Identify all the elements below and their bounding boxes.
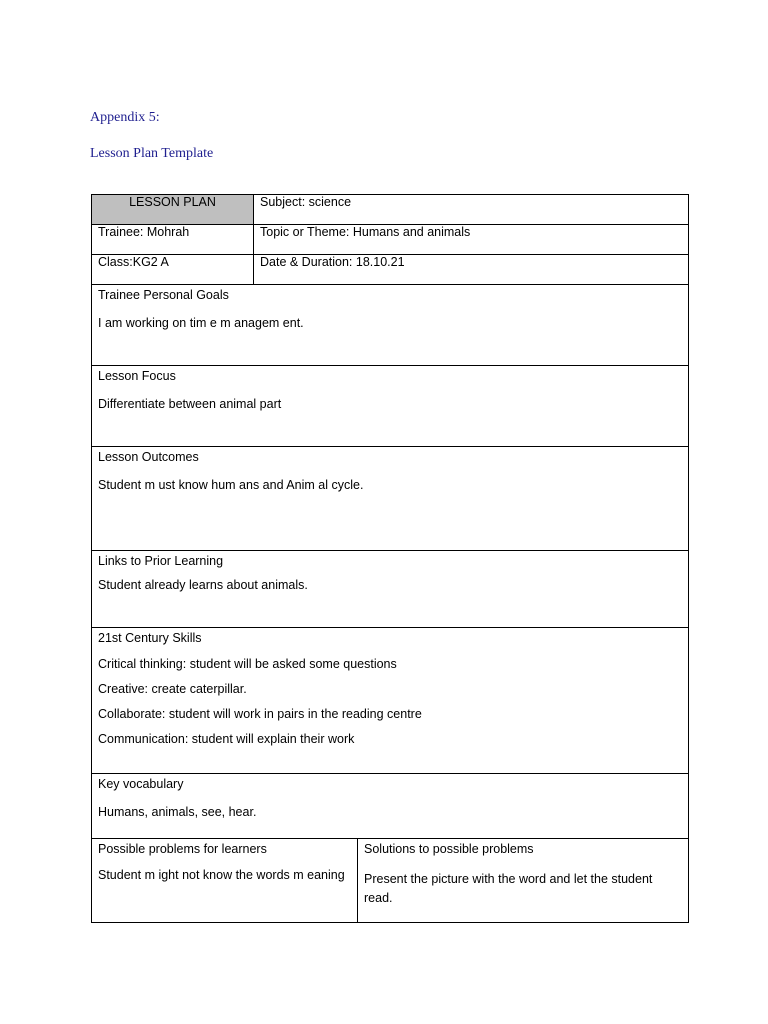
prior-learning-cell [92,551,689,628]
solutions-cell [358,839,689,923]
table-row [92,628,689,774]
table-row [92,551,689,628]
personal-goals-body: I am working on tim e m anagem ent. [98,316,304,330]
date-duration-cell: Date & Duration: 18.10.21 [254,255,689,285]
problems-cell [92,839,358,923]
table-row [92,366,689,447]
lesson-focus-title: Lesson Focus [98,369,176,383]
solutions-title: Solutions to possible problems [364,842,534,856]
problems-title: Possible problems for learners [98,842,267,856]
lesson-outcomes-cell [92,447,689,551]
skill-item-collaborate: Collaborate: student will work in pairs in the reading centre [98,707,422,721]
vocabulary-title: Key vocabulary [98,777,184,791]
template-title: Lesson Plan Template [90,146,214,161]
subject-cell: Subject: science [254,195,689,225]
table-row [92,285,689,366]
skill-item-communication: Communication: student will explain their work [98,732,355,746]
vocabulary-body: Humans, animals, see, hear. [98,805,257,819]
lesson-plan-label: LESSON PLAN [92,195,254,225]
problems-body: Student m ight not know the words m eaning [98,868,345,882]
skills-cell [92,628,689,774]
lesson-focus-cell [92,366,689,447]
solutions-body: Present the picture with the word and let the student read. [364,872,653,905]
personal-goals-title: Trainee Personal Goals [98,288,229,302]
table-row [92,225,689,255]
class-cell: Class:KG2 A [92,255,254,285]
vocabulary-cell [92,774,689,839]
topic-cell: Topic or Theme: Humans and animals [254,225,689,255]
prior-learning-body: Student already learns about animals. [98,578,308,592]
prior-learning-title: Links to Prior Learning [98,554,224,568]
table-row [92,839,689,923]
table-row [92,195,689,225]
skills-title: 21st Century Skills [98,631,202,645]
skill-item-critical-thinking: Critical thinking: student will be asked some questions [98,657,397,671]
table-row [92,255,689,285]
appendix-heading: Appendix 5: [90,110,160,125]
table-row [92,447,689,551]
table-row [92,774,689,839]
personal-goals-cell [92,285,689,366]
lesson-outcomes-title: Lesson Outcomes [98,450,199,464]
trainee-cell: Trainee: Mohrah [92,225,254,255]
lesson-focus-body: Differentiate between animal part [98,397,282,411]
skill-item-creative: Creative: create caterpillar. [98,682,247,696]
lesson-outcomes-body: Student m ust know hum ans and Anim al cycle. [98,478,364,492]
lesson-plan-table [91,194,689,923]
